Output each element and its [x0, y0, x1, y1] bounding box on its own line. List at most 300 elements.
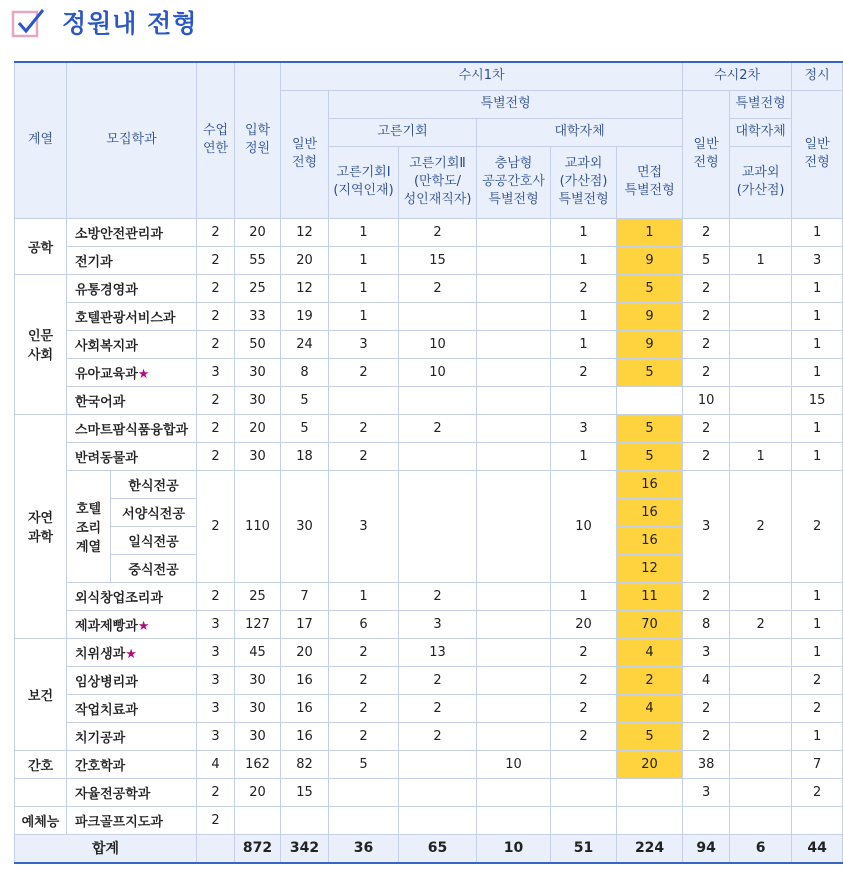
- dept-name: [67, 610, 197, 638]
- dept-label: 전기과: [75, 254, 113, 270]
- table-cell: [617, 806, 683, 834]
- table-cell: [235, 806, 281, 834]
- table-cell: 25: [235, 582, 281, 610]
- table-cell: 1: [792, 302, 843, 330]
- table-cell: 2: [399, 722, 477, 750]
- table-cell: 1: [329, 246, 399, 274]
- dept-label: 임상병리과: [75, 674, 138, 690]
- category-nurse: 간호: [15, 750, 67, 778]
- total-x2: 6: [730, 834, 792, 863]
- dept-label: 외식창업조리과: [75, 590, 163, 606]
- table-cell: 1: [551, 582, 617, 610]
- table-cell: 82: [281, 750, 329, 778]
- table-cell: 2: [399, 582, 477, 610]
- table-cell: [477, 778, 551, 806]
- table-cell: 3: [683, 778, 730, 806]
- table-cell: [551, 778, 617, 806]
- table-cell: 3: [197, 638, 235, 666]
- table-cell: 2: [197, 330, 235, 358]
- table-cell: [617, 778, 683, 806]
- table-cell: 2: [399, 274, 477, 302]
- table-cell: 9: [617, 302, 683, 330]
- table-cell: [792, 806, 843, 834]
- total-ex: 51: [551, 834, 617, 863]
- table-cell: 2: [551, 722, 617, 750]
- table-cell: [399, 806, 477, 834]
- table-cell: 12: [281, 274, 329, 302]
- dept-label: 파크골프지도과: [75, 814, 163, 830]
- table-cell: 1: [551, 246, 617, 274]
- header-susi1: 수시1차: [281, 62, 683, 90]
- table-cell: 2: [399, 694, 477, 722]
- table-cell: 2: [683, 358, 730, 386]
- table-cell: 16: [617, 498, 683, 526]
- table-cell: [15, 778, 67, 806]
- table-cell: 19: [281, 302, 329, 330]
- table-cell: [730, 722, 792, 750]
- total-quota: 872: [235, 834, 281, 863]
- table-row: [15, 610, 843, 638]
- table-row: [15, 750, 843, 778]
- table-cell: 3: [329, 330, 399, 358]
- table-cell: 3: [792, 246, 843, 274]
- table-cell: 2: [683, 414, 730, 442]
- dept-label: 작업치료과: [75, 702, 138, 718]
- table-cell: 10: [399, 358, 477, 386]
- dept-label: 반려동물과: [75, 450, 138, 466]
- table-cell: 2: [792, 666, 843, 694]
- dept-name: [67, 778, 197, 806]
- category-hotel: 호텔 조리 계열: [67, 470, 111, 582]
- table-cell: [399, 302, 477, 330]
- header-equal2: 고른기회Ⅱ (만학도/ 성인재직자): [399, 146, 477, 218]
- dept-name: [67, 666, 197, 694]
- table-cell: 10: [683, 386, 730, 414]
- table-cell: [477, 302, 551, 330]
- table-cell: [329, 778, 399, 806]
- table-cell: 4: [683, 666, 730, 694]
- header-dept: 모집학과: [67, 62, 197, 218]
- star-icon: ★: [137, 366, 150, 382]
- total-e2: 65: [399, 834, 477, 863]
- table-cell: 2: [683, 582, 730, 610]
- header-interview: 면접 특별전형: [617, 146, 683, 218]
- table-cell: 11: [617, 582, 683, 610]
- table-cell: [329, 806, 399, 834]
- table-cell: [477, 442, 551, 470]
- total-row: [15, 834, 843, 863]
- table-cell: 2: [329, 694, 399, 722]
- table-cell: 4: [197, 750, 235, 778]
- table-cell: 1: [551, 330, 617, 358]
- table-cell: [477, 218, 551, 246]
- dept-name: [67, 358, 197, 386]
- category-hum: 인문 사회: [15, 274, 67, 414]
- table-cell: 2: [197, 218, 235, 246]
- table-cell: 5: [683, 246, 730, 274]
- table-row: [15, 470, 843, 498]
- table-row: [15, 442, 843, 470]
- header-univ: 대학자체: [477, 118, 683, 146]
- table-cell: 2: [792, 694, 843, 722]
- dept-label: 유아교육과: [75, 366, 138, 382]
- table-cell: 30: [235, 442, 281, 470]
- table-cell: [477, 582, 551, 610]
- table-cell: [551, 750, 617, 778]
- table-cell: 16: [281, 722, 329, 750]
- table-cell: 5: [329, 750, 399, 778]
- star-icon: ★: [125, 646, 137, 662]
- table-cell: [683, 806, 730, 834]
- table-cell: 8: [281, 358, 329, 386]
- table-cell: [477, 414, 551, 442]
- table-cell: 20: [235, 778, 281, 806]
- total-gen: 342: [281, 834, 329, 863]
- table-cell: [730, 358, 792, 386]
- table-cell: 162: [235, 750, 281, 778]
- table-cell: 2: [730, 610, 792, 638]
- table-cell: 110: [235, 470, 281, 582]
- category-health: 보건: [15, 638, 67, 750]
- table-cell: 3: [197, 694, 235, 722]
- dept-label: 치기공과: [75, 730, 126, 746]
- table-cell: 2: [197, 778, 235, 806]
- total-label: 합계: [15, 834, 197, 863]
- dept-label: 제과제빵과: [75, 618, 138, 634]
- table-cell: [730, 386, 792, 414]
- dept-label: 소방안전관리과: [75, 226, 163, 242]
- table-cell: [551, 806, 617, 834]
- table-cell: 3: [197, 722, 235, 750]
- dept-label: 스마트팜식품융합과: [75, 422, 189, 438]
- table-row: [15, 218, 843, 246]
- table-row: [15, 666, 843, 694]
- table-cell: 1: [329, 582, 399, 610]
- dept-name: [67, 218, 197, 246]
- table-cell: 70: [617, 610, 683, 638]
- table-cell: [477, 274, 551, 302]
- table-cell: 7: [281, 582, 329, 610]
- header-extra2: 교과외 (가산점): [730, 146, 792, 218]
- hotel-major: 서양식전공: [111, 498, 197, 526]
- dept-name: [67, 330, 197, 358]
- table-cell: [197, 834, 235, 863]
- table-cell: 3: [197, 358, 235, 386]
- table-cell: 2: [329, 722, 399, 750]
- dept-label: 자율전공학과: [75, 786, 151, 802]
- table-cell: 10: [477, 750, 551, 778]
- total-g2: 94: [683, 834, 730, 863]
- category-eng: 공학: [15, 218, 67, 274]
- table-cell: 1: [792, 638, 843, 666]
- total-cn: 10: [477, 834, 551, 863]
- table-cell: 30: [235, 666, 281, 694]
- table-cell: [399, 750, 477, 778]
- table-cell: [477, 330, 551, 358]
- table-cell: 2: [329, 414, 399, 442]
- table-cell: 8: [683, 610, 730, 638]
- table-cell: [399, 386, 477, 414]
- table-cell: 15: [399, 246, 477, 274]
- dept-label: 간호학과: [75, 758, 126, 774]
- table-cell: 2: [683, 218, 730, 246]
- title-bar: [0, 0, 843, 62]
- dept-label: 한국어과: [75, 394, 126, 410]
- table-cell: 5: [617, 358, 683, 386]
- header-jeongsi: 정시: [792, 62, 843, 90]
- table-cell: 2: [197, 414, 235, 442]
- header-special2: 특별전형: [730, 90, 792, 118]
- table-cell: 20: [617, 750, 683, 778]
- table-cell: 30: [281, 470, 329, 582]
- dept-name: [67, 386, 197, 414]
- table-cell: 20: [281, 638, 329, 666]
- hotel-major: 중식전공: [111, 554, 197, 582]
- table-cell: 20: [235, 218, 281, 246]
- table-cell: 3: [329, 470, 399, 582]
- table-body: [15, 218, 843, 863]
- table-row: [15, 582, 843, 610]
- table-cell: 24: [281, 330, 329, 358]
- dept-name: [67, 582, 197, 610]
- table-cell: 1: [792, 610, 843, 638]
- table-cell: [477, 470, 551, 582]
- header-years: 수업 연한: [197, 62, 235, 218]
- table-cell: 2: [730, 470, 792, 582]
- table-cell: 6: [329, 610, 399, 638]
- category-arts: 예체능: [15, 806, 67, 834]
- table-cell: 55: [235, 246, 281, 274]
- table-cell: 15: [792, 386, 843, 414]
- table-cell: 13: [399, 638, 477, 666]
- table-cell: 1: [792, 442, 843, 470]
- table-cell: [730, 638, 792, 666]
- table-cell: 1: [792, 722, 843, 750]
- table-cell: 4: [617, 694, 683, 722]
- table-cell: 25: [235, 274, 281, 302]
- table-row: [15, 330, 843, 358]
- table-cell: 2: [551, 638, 617, 666]
- table-cell: 2: [197, 274, 235, 302]
- table-cell: 10: [399, 330, 477, 358]
- table-cell: 17: [281, 610, 329, 638]
- table-cell: 1: [329, 274, 399, 302]
- table-cell: 2: [683, 302, 730, 330]
- table-cell: 2: [197, 302, 235, 330]
- dept-name: [67, 694, 197, 722]
- table-cell: [477, 358, 551, 386]
- dept-label: 유통경영과: [75, 282, 138, 298]
- table-cell: [399, 470, 477, 582]
- header-general3: 일반 전형: [792, 90, 843, 218]
- table-cell: 30: [235, 386, 281, 414]
- table-cell: 20: [551, 610, 617, 638]
- table-cell: 2: [551, 358, 617, 386]
- star-icon: ★: [137, 618, 150, 634]
- table-cell: 4: [617, 638, 683, 666]
- table-cell: 3: [683, 638, 730, 666]
- total-e1: 36: [329, 834, 399, 863]
- table-cell: 2: [197, 246, 235, 274]
- table-cell: 2: [792, 470, 843, 582]
- table-cell: 9: [617, 330, 683, 358]
- table-cell: 2: [399, 666, 477, 694]
- table-row: [15, 302, 843, 330]
- table-row: [15, 414, 843, 442]
- dept-name: [67, 806, 197, 834]
- table-cell: 1: [730, 246, 792, 274]
- table-cell: 3: [683, 470, 730, 582]
- table-row: [15, 806, 843, 834]
- table-cell: 2: [329, 358, 399, 386]
- table-cell: 3: [399, 610, 477, 638]
- table-cell: 2: [399, 218, 477, 246]
- header-susi2: 수시2차: [683, 62, 792, 90]
- header-equal: 고른기회: [329, 118, 477, 146]
- table-cell: 20: [235, 414, 281, 442]
- table-cell: 2: [683, 442, 730, 470]
- header-special: 특별전형: [329, 90, 683, 118]
- table-cell: 16: [281, 694, 329, 722]
- table-cell: 2: [551, 666, 617, 694]
- table-cell: [730, 218, 792, 246]
- table-cell: 1: [792, 358, 843, 386]
- table-cell: 9: [617, 246, 683, 274]
- table-cell: 15: [281, 778, 329, 806]
- checkbox-icon: [10, 6, 46, 42]
- table-cell: [477, 806, 551, 834]
- header-quota: 입학 정원: [235, 62, 281, 218]
- table-cell: 2: [683, 694, 730, 722]
- dept-name: [67, 442, 197, 470]
- table-row: [15, 694, 843, 722]
- table-cell: 12: [617, 554, 683, 582]
- table-cell: [477, 694, 551, 722]
- table-cell: [730, 666, 792, 694]
- table-cell: 5: [281, 386, 329, 414]
- table-cell: 2: [683, 274, 730, 302]
- header-univ2: 대학자체: [730, 118, 792, 146]
- table-cell: 2: [551, 274, 617, 302]
- dept-name: [67, 246, 197, 274]
- table-cell: [477, 722, 551, 750]
- table-cell: [730, 806, 792, 834]
- dept-label: 호텔관광서비스과: [75, 310, 176, 326]
- table-cell: [477, 638, 551, 666]
- header-category: 계열: [15, 62, 67, 218]
- table-cell: 1: [792, 330, 843, 358]
- table-cell: 7: [792, 750, 843, 778]
- table-cell: 10: [551, 470, 617, 582]
- table-cell: [730, 694, 792, 722]
- dept-name: [67, 750, 197, 778]
- table-cell: [730, 778, 792, 806]
- table-cell: 5: [617, 442, 683, 470]
- table-row: [15, 386, 843, 414]
- table-cell: 2: [197, 582, 235, 610]
- total-g3: 44: [792, 834, 843, 863]
- dept-name: [67, 722, 197, 750]
- table-row: [15, 246, 843, 274]
- table-cell: 20: [281, 246, 329, 274]
- table-cell: [477, 610, 551, 638]
- table-cell: 16: [617, 526, 683, 554]
- total-iv: 224: [617, 834, 683, 863]
- table-cell: [281, 806, 329, 834]
- admission-table: [14, 61, 843, 864]
- table-cell: 2: [197, 806, 235, 834]
- table-cell: 127: [235, 610, 281, 638]
- hotel-major: 일식전공: [111, 526, 197, 554]
- table-cell: 1: [792, 414, 843, 442]
- table-cell: 1: [792, 582, 843, 610]
- table-cell: 30: [235, 722, 281, 750]
- table-cell: [617, 386, 683, 414]
- table-cell: 50: [235, 330, 281, 358]
- table-cell: 2: [617, 666, 683, 694]
- table-cell: 1: [551, 218, 617, 246]
- table-cell: [477, 246, 551, 274]
- table-cell: 2: [399, 414, 477, 442]
- table-cell: 1: [551, 302, 617, 330]
- table-cell: [551, 386, 617, 414]
- hotel-major: 한식전공: [111, 470, 197, 498]
- table-cell: [730, 302, 792, 330]
- table-cell: 1: [792, 218, 843, 246]
- table-cell: 18: [281, 442, 329, 470]
- header-general2: 일반 전형: [683, 90, 730, 218]
- table-cell: 2: [197, 470, 235, 582]
- header-equal1: 고른기회Ⅰ (지역인재): [329, 146, 399, 218]
- table-cell: 16: [617, 470, 683, 498]
- table-cell: 5: [281, 414, 329, 442]
- table-cell: [399, 778, 477, 806]
- table-row: [15, 358, 843, 386]
- table-cell: [477, 386, 551, 414]
- table-cell: 2: [329, 638, 399, 666]
- table-cell: 2: [197, 386, 235, 414]
- table-cell: [399, 442, 477, 470]
- table-cell: 1: [329, 302, 399, 330]
- table-cell: 5: [617, 414, 683, 442]
- table-cell: 2: [683, 330, 730, 358]
- table-cell: 38: [683, 750, 730, 778]
- table-row: [15, 274, 843, 302]
- dept-name: [67, 638, 197, 666]
- table-cell: 12: [281, 218, 329, 246]
- table-row: [15, 638, 843, 666]
- table-cell: 3: [197, 610, 235, 638]
- table-cell: 3: [197, 666, 235, 694]
- table-cell: 1: [551, 442, 617, 470]
- table-cell: 3: [551, 414, 617, 442]
- table-cell: 5: [617, 722, 683, 750]
- table-cell: 2: [197, 442, 235, 470]
- table-cell: [730, 582, 792, 610]
- table-cell: 1: [730, 442, 792, 470]
- dept-label: 치위생과: [75, 646, 126, 662]
- dept-label: 사회복지과: [75, 338, 138, 354]
- table-cell: 2: [329, 442, 399, 470]
- dept-name: [67, 414, 197, 442]
- table-cell: 5: [617, 274, 683, 302]
- table-cell: [730, 330, 792, 358]
- header-chungnam: 충남형 공공간호사 특별전형: [477, 146, 551, 218]
- table-cell: 1: [792, 274, 843, 302]
- table-cell: 45: [235, 638, 281, 666]
- table-cell: 2: [792, 778, 843, 806]
- table-cell: 2: [329, 666, 399, 694]
